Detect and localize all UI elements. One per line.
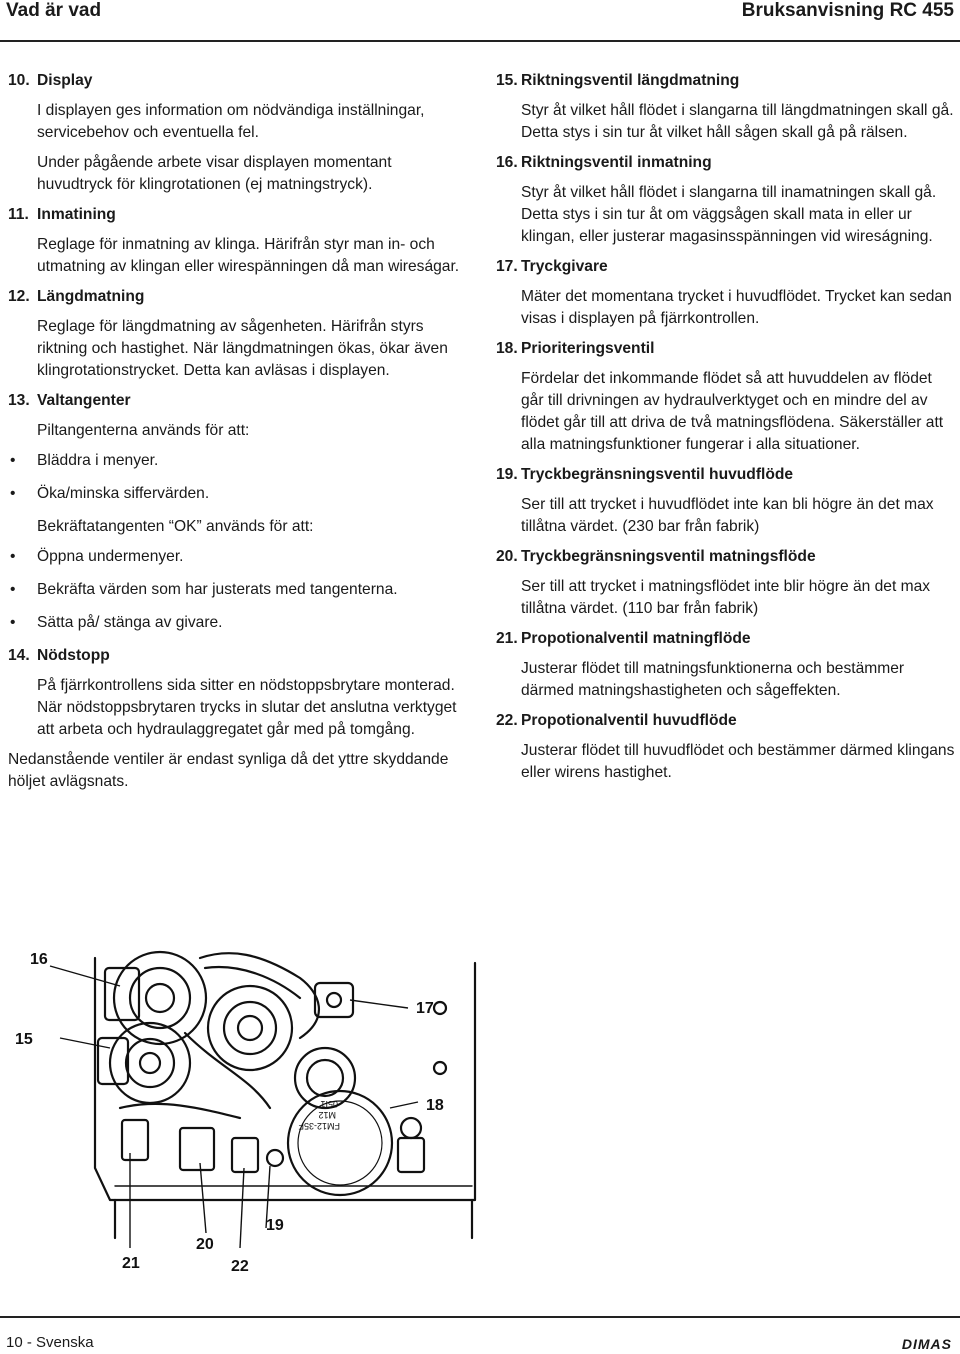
section-number: 14.	[8, 647, 30, 664]
bullet-dot-icon: •	[10, 548, 16, 565]
section-12-paragraph: Reglage för längdmatning av sågenheten. Härifrån styrs riktning och hastighet. När längdmatningen ökas, ökar även klingrotationstrycket. Detta kan avläsas i displayen.	[37, 318, 448, 379]
section-16-paragraph: Styr åt vilket håll flödet i slangarna till inamatningen skall gå. Detta stys i sin tur åt om väggsågen skall mata in eller ur klingan, eller justerar magasinsspänningen vid wireságning.	[521, 184, 937, 245]
section-title: Propotionalventil huvudflöde	[521, 712, 737, 729]
section-22-heading	[496, 710, 958, 732]
section-number: 12.	[8, 288, 30, 305]
footer-divider	[0, 1316, 960, 1318]
callout-18: 18	[426, 1097, 444, 1114]
left-column	[8, 70, 470, 801]
brand-logo: DIMAS	[901, 1336, 952, 1352]
section-20-paragraph: Ser till att trycket i matningsflödet inte blir högre än det max tillåtna värdet. (110 bar från fabrik)	[521, 578, 931, 617]
section-title: Display	[37, 72, 93, 89]
section-title: Riktningsventil inmatning	[521, 154, 712, 171]
section-number: 13.	[8, 392, 30, 409]
section-21-paragraph: Justerar flödet till matningsfunktionerna och bestämmer därmed matningshastigheten och sågeffekten.	[521, 660, 905, 699]
bullet-text: Öppna undermenyer.	[37, 548, 184, 565]
bullet-text: Bekräfta värden som har justerats med tangenterna.	[37, 581, 398, 598]
bullet-dot-icon: •	[10, 581, 16, 598]
bullet-dot-icon: •	[10, 452, 16, 469]
closing-note: Nedanstående ventiler är endast synliga då det yttre skyddande höljet avlägsnats.	[8, 751, 449, 790]
callout-15: 15	[15, 1031, 33, 1048]
section-number: 19.	[496, 466, 518, 483]
bullet-text: Öka/minska siffervärden.	[37, 485, 210, 502]
section-16-heading	[496, 152, 958, 174]
part-marking: FM12-35F	[298, 1121, 340, 1131]
section-title: Tryckbegränsningsventil huvudflöde	[521, 466, 794, 483]
bullet-item	[8, 483, 470, 505]
section-10-paragraph-1: I displayen ges information om nödvändiga inställningar, servicebehov och eventuella fel.	[37, 102, 425, 141]
page-header	[0, 0, 960, 42]
section-title: Tryckgivare	[521, 258, 608, 275]
section-number: 21.	[496, 630, 518, 647]
bullet-item	[8, 579, 470, 601]
callout-19: 19	[266, 1217, 284, 1234]
section-title: Längdmatning	[37, 288, 145, 305]
bullet-dot-icon: •	[10, 485, 16, 502]
section-13-paragraph-1: Piltangenterna används för att:	[37, 422, 250, 439]
callout-22: 22	[231, 1258, 249, 1275]
section-title: Tryckbegränsningsventil matningsflöde	[521, 548, 816, 565]
section-14-heading	[8, 645, 470, 667]
section-title: Prioriteringsventil	[521, 340, 655, 357]
section-21-heading	[496, 628, 958, 650]
right-column	[496, 70, 958, 792]
bullet-item	[8, 612, 470, 634]
section-number: 22.	[496, 712, 518, 729]
section-title: Propotionalventil matningflöde	[521, 630, 751, 647]
section-14-paragraph: På fjärrkontrollens sida sitter en nödstoppsbrytare monterad. När nödstoppsbrytaren trycks in slutar det anslutna verktyget att arbeta och hydraulaggregatet går med på tomgång.	[37, 677, 457, 738]
section-15-paragraph: Styr åt vilket håll flödet i slangarna till längdmatningen skall gå. Detta stys i sin tur åt vilket håll sågen skall gå på rälsen.	[521, 102, 954, 141]
section-number: 10.	[8, 72, 30, 89]
section-18-heading	[496, 338, 958, 360]
section-number: 15.	[496, 72, 518, 89]
callout-21: 21	[122, 1255, 140, 1272]
section-22-paragraph: Justerar flödet till huvudflödet och bestämmer därmed klingans eller wirens hastighet.	[521, 742, 955, 781]
section-10-paragraph-2: Under pågående arbete visar displayen momentant huvudtryck för klingrotationen (ej matningstryck).	[37, 154, 392, 193]
section-17-heading	[496, 256, 958, 278]
section-number: 11.	[8, 206, 29, 223]
section-18-paragraph: Fördelar det inkommande flödet så att huvuddelen av flödet går till drivningen av hydraulverktyget och en mindre del av flödet går till att driva de två matningsflödena. Säkerställer att alla matningsfunktioner fungerar i alla situationer.	[521, 370, 944, 453]
section-12-heading	[8, 286, 470, 308]
section-number: 17.	[496, 258, 518, 275]
section-title: Nödstopp	[37, 647, 110, 664]
valve-block-illustration	[0, 938, 480, 1308]
section-title: Valtangenter	[37, 392, 131, 409]
header-title: Vad är vad	[6, 0, 102, 21]
section-20-heading	[496, 546, 958, 568]
section-19-heading	[496, 464, 958, 486]
section-11-paragraph: Reglage för inmatning av klinga. Härifrån styr man in- och utmatning av klingan eller wirespänningen då man wireságar.	[37, 236, 460, 275]
section-10-heading	[8, 70, 470, 92]
section-19-paragraph: Ser till att trycket i huvudflödet inte kan bli högre än det max tillåtna värdet. (230 bar från fabrik)	[521, 496, 934, 535]
bullet-item	[8, 450, 470, 472]
callout-20: 20	[196, 1236, 214, 1253]
section-15-heading	[496, 70, 958, 92]
section-number: 20.	[496, 548, 518, 565]
part-marking: M12	[318, 1110, 336, 1120]
section-title: Riktningsventil längdmatning	[521, 72, 740, 89]
page-number: 10 - Svenska	[6, 1334, 94, 1351]
section-13-heading	[8, 390, 470, 412]
section-13-paragraph-2: Bekräftatangenten “OK” används för att:	[37, 518, 314, 535]
section-title: Inmatining	[37, 206, 116, 223]
part-marking: 05I1	[320, 1099, 338, 1109]
section-17-paragraph: Mäter det momentana trycket i huvudflödet. Trycket kan sedan visas i displayen på fjärrkontrollen.	[521, 288, 952, 327]
callout-17: 17	[416, 1000, 434, 1017]
section-number: 18.	[496, 340, 518, 357]
bullet-text: Sätta på/ stänga av givare.	[37, 614, 223, 631]
section-number: 16.	[496, 154, 518, 171]
bullet-item	[8, 546, 470, 568]
callout-16: 16	[30, 951, 48, 968]
bullet-dot-icon: •	[10, 614, 16, 631]
header-manual-name: Bruksanvisning RC 455	[741, 0, 954, 21]
section-11-heading	[8, 204, 470, 226]
bullet-text: Bläddra i menyer.	[37, 452, 159, 469]
